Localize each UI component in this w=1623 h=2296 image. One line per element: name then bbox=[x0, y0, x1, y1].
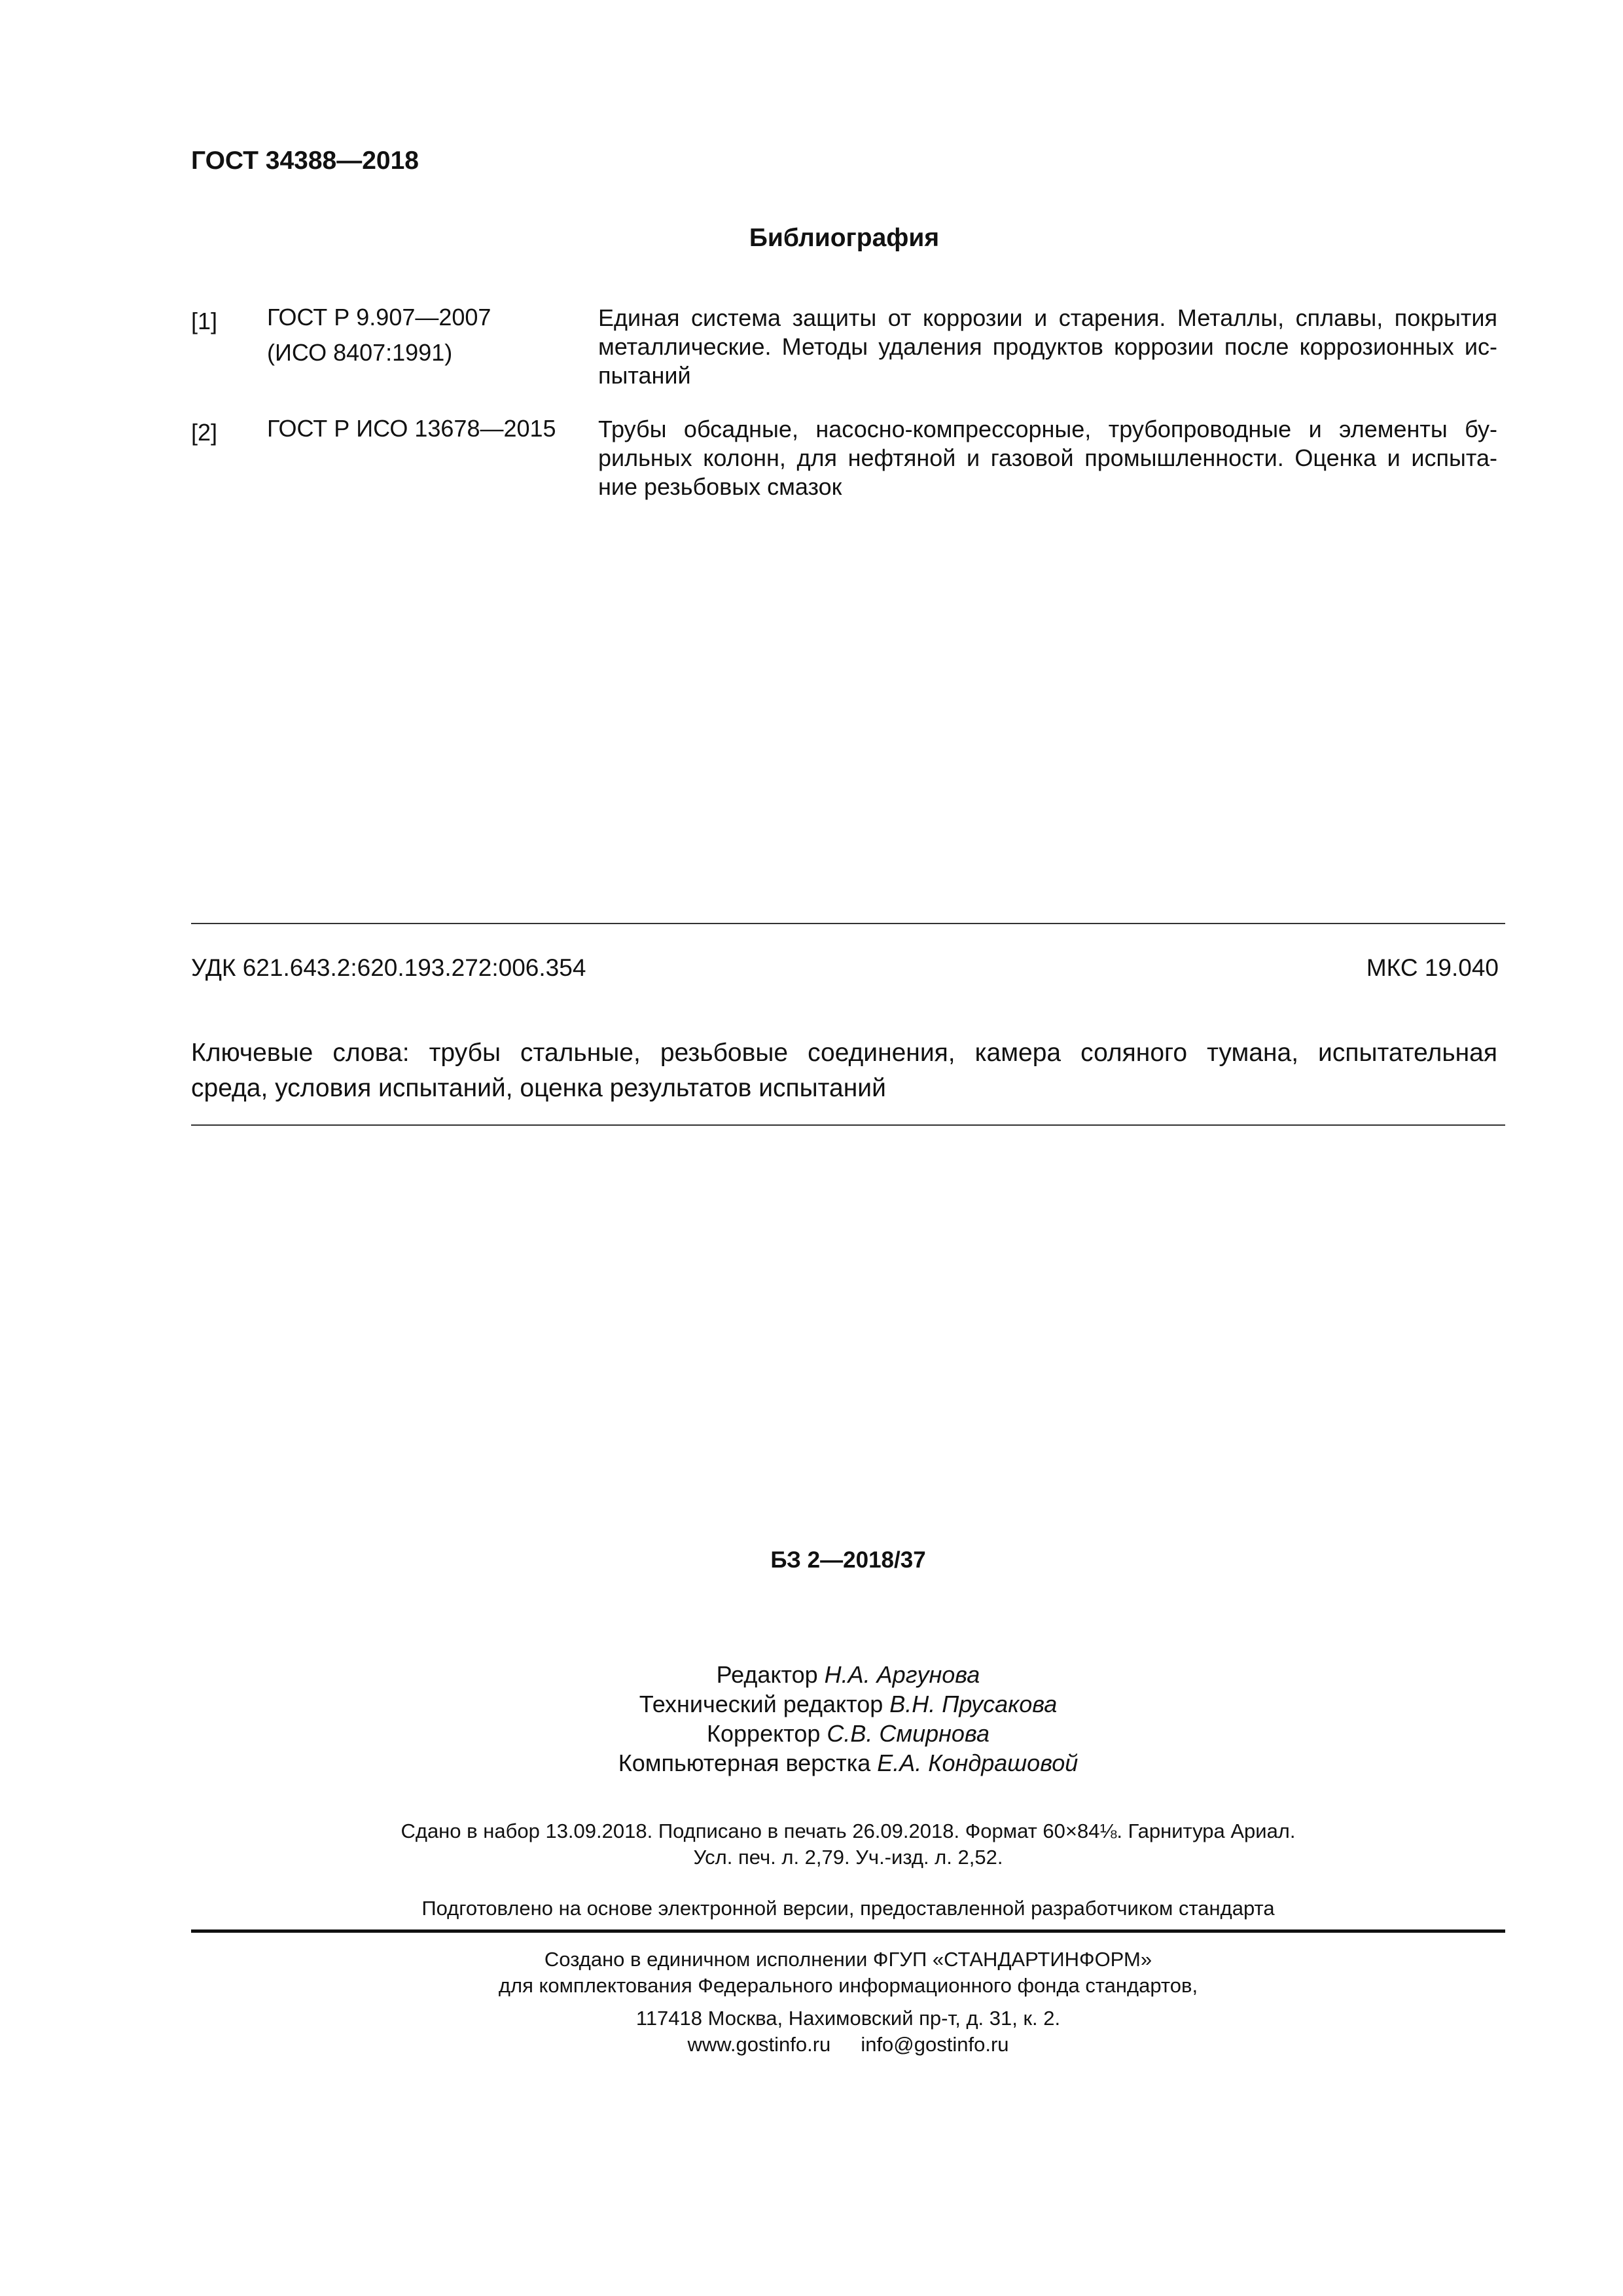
credit-role: Компьютерная верстка bbox=[618, 1749, 878, 1776]
credit-proofreader bbox=[0, 1720, 1623, 1748]
description-line: Трубы обсадные, насосно-компрессорные, трубопроводные и элементы бу- bbox=[598, 416, 1497, 442]
bibliography-entry-2-number: [2] bbox=[191, 419, 218, 446]
bibliography-entry-1-code bbox=[267, 300, 491, 370]
bibliography-entry-1-description bbox=[598, 304, 1497, 390]
credit-person: С.В. Смирнова bbox=[827, 1720, 990, 1747]
credit-editor bbox=[0, 1661, 1623, 1689]
bibliography-entry-2-code-line: ГОСТ Р ИСО 13678—2015 bbox=[267, 415, 556, 442]
created-line-2: для комплектования Федерального информационного фонда стандартов, bbox=[498, 1974, 1198, 1997]
document-code-header: ГОСТ 34388—2018 bbox=[191, 147, 419, 175]
keywords-line: среда, условия испытаний, оценка результатов испытаний bbox=[191, 1074, 886, 1102]
bibliography-entry-1-number: [1] bbox=[191, 308, 218, 334]
created-line-1: Создано в единичном исполнении ФГУП «СТАНДАРТИНФОРМ» bbox=[544, 1948, 1152, 1971]
publisher-email[interactable]: info@gostinfo.ru bbox=[861, 2033, 1009, 2056]
imprint-divider bbox=[191, 1929, 1505, 1933]
bz-number: БЗ 2—2018/37 bbox=[770, 1547, 926, 1573]
description-line: Единая система защиты от коррозии и старения. Металлы, сплавы, покрытия bbox=[598, 304, 1497, 331]
prepared-note: Подготовлено на основе электронной версии, предоставленной разработчиком стандарта bbox=[421, 1897, 1275, 1920]
publisher-contacts bbox=[0, 2033, 1623, 2056]
bibliography-title: Библиография bbox=[749, 224, 940, 252]
divider-top bbox=[191, 923, 1505, 924]
credit-role: Корректор bbox=[707, 1720, 827, 1747]
publisher-address: 117418 Москва, Нахимовский пр-т, д. 31, к. 2. bbox=[635, 2007, 1061, 2030]
bibliography-entry-2-code bbox=[267, 411, 556, 446]
bibliography-entry-2-description bbox=[598, 415, 1497, 501]
keywords bbox=[191, 1035, 1497, 1106]
description-line: пытаний bbox=[598, 362, 691, 389]
credit-role: Редактор bbox=[716, 1661, 825, 1688]
divider-bottom bbox=[191, 1124, 1505, 1126]
description-line: металлические. Методы удаления продуктов коррозии после коррозионных ис- bbox=[598, 333, 1497, 360]
credit-person: В.Н. Прусакова bbox=[889, 1691, 1058, 1717]
keywords-line: Ключевые слова: трубы стальные, резьбовые соединения, камера соляного тумана, испытательная bbox=[191, 1039, 1497, 1067]
publisher-website[interactable]: www.gostinfo.ru bbox=[687, 2033, 831, 2056]
credit-person: Е.А. Кондрашовой bbox=[877, 1749, 1079, 1776]
bibliography-entry-1-code-line: (ИСО 8407:1991) bbox=[267, 339, 453, 366]
udk-code: УДК 621.643.2:620.193.272:006.354 bbox=[191, 954, 586, 981]
credit-technical-editor bbox=[0, 1691, 1623, 1718]
credit-role: Технический редактор bbox=[639, 1691, 890, 1717]
description-line: ние резьбовых смазок bbox=[598, 473, 842, 500]
bibliography-entry-1-code-line: ГОСТ Р 9.907—2007 bbox=[267, 304, 491, 331]
credit-layout bbox=[0, 1749, 1623, 1777]
mks-code: МКС 19.040 bbox=[1366, 954, 1499, 981]
credit-person: Н.А. Аргунова bbox=[824, 1661, 980, 1688]
print-info-line-1: Сдано в набор 13.09.2018. Подписано в печать 26.09.2018. Формат 60×84⅛. Гарнитура Ариал. bbox=[401, 1820, 1296, 1842]
print-info-line-2: Усл. печ. л. 2,79. Уч.-изд. л. 2,52. bbox=[693, 1846, 1003, 1869]
description-line: рильных колонн, для нефтяной и газовой промышленности. Оценка и испыта- bbox=[598, 444, 1497, 471]
